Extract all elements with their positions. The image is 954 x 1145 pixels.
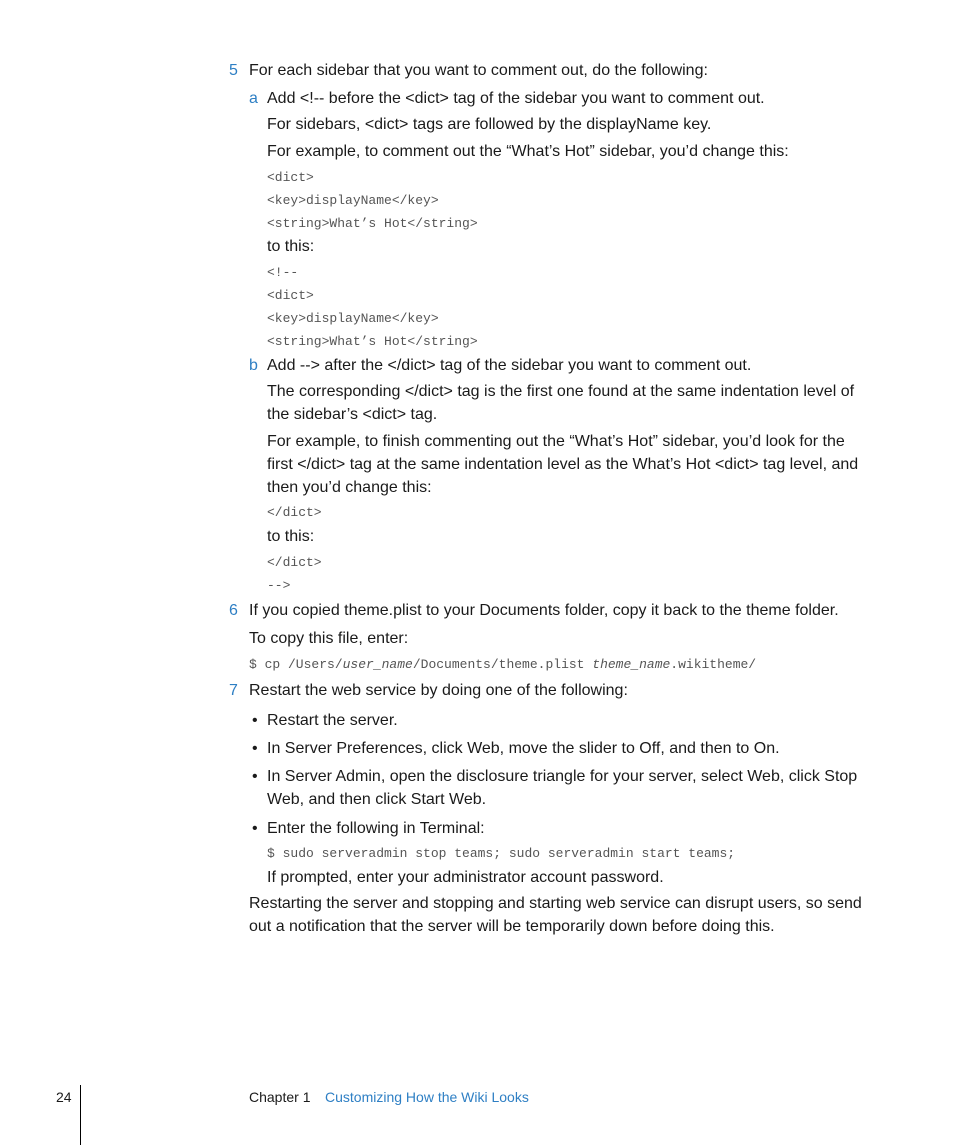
- substep-a-paragraph-1: For sidebars, <dict> tags are followed by the displayName key.: [267, 116, 712, 133]
- to-this-label: to this:: [267, 238, 315, 255]
- code-line: </dict>: [267, 505, 322, 520]
- list-item: Enter the following in Terminal:: [267, 820, 485, 837]
- page-number: 24: [56, 1089, 72, 1105]
- footer-divider: [80, 1085, 81, 1145]
- substep-a-paragraph-2: For example, to comment out the “What’s Hot” sidebar, you’d change this:: [267, 143, 789, 160]
- terminal-command: $ sudo serveradmin stop teams; sudo serveradmin start teams;: [267, 846, 736, 861]
- step-6-paragraph: To copy this file, enter:: [249, 630, 409, 647]
- chapter-title-link[interactable]: Customizing How the Wiki Looks: [325, 1089, 529, 1105]
- substep-letter-a: a: [249, 90, 258, 107]
- step-number-7: 7: [229, 682, 238, 699]
- code-line: <key>displayName</key>: [267, 193, 439, 208]
- closing-paragraph: Restarting the server and stopping and starting web service can disrupt users, so send out a notification that the server will be temporarily down before doing this.: [249, 895, 862, 935]
- code-line: <!--: [267, 265, 299, 280]
- substep-a-text: Add <!-- before the <dict> tag of the sidebar you want to comment out.: [267, 90, 765, 107]
- bullet-marker: •: [252, 820, 258, 837]
- step-5-text: For each sidebar that you want to comment out, do the following:: [249, 62, 708, 79]
- code-line: <string>What’s Hot</string>: [267, 334, 478, 349]
- step-number-6: 6: [229, 602, 238, 619]
- step-7-text: Restart the web service by doing one of the following:: [249, 682, 628, 699]
- bullet-marker: •: [252, 768, 258, 785]
- step-6-text: If you copied theme.plist to your Documents folder, copy it back to the theme folder.: [249, 602, 839, 619]
- substep-b-text: Add --> after the </dict> tag of the sidebar you want to comment out.: [267, 357, 752, 374]
- substep-letter-b: b: [249, 357, 258, 374]
- substep-b-paragraph-1: The corresponding </dict> tag is the first one found at the same indentation level of the sidebar’s <dict> tag.: [267, 383, 855, 423]
- code-line: <dict>: [267, 288, 314, 303]
- code-line: <key>displayName</key>: [267, 311, 439, 326]
- list-item: In Server Preferences, click Web, move the slider to Off, and then to On.: [267, 740, 780, 757]
- list-item: Restart the server.: [267, 712, 398, 729]
- substep-b-paragraph-2: For example, to finish commenting out the “What’s Hot” sidebar, you’d look for the first </dict> tag at the same indentation level as the What’s Hot <dict> tag level, and then you’d change this:: [267, 433, 859, 496]
- code-line: <dict>: [267, 170, 314, 185]
- code-line: </dict>: [267, 555, 322, 570]
- list-item: In Server Admin, open the disclosure triangle for your server, select Web, click Stop Web, and then click Start Web.: [267, 768, 858, 808]
- prompt-note: If prompted, enter your administrator account password.: [267, 869, 664, 886]
- code-line: -->: [267, 578, 291, 593]
- copy-command: $ cp /Users/user_name/Documents/theme.plist theme_name.wikitheme/: [249, 657, 757, 672]
- step-number-5: 5: [229, 62, 238, 79]
- code-line: <string>What’s Hot</string>: [267, 216, 478, 231]
- bullet-marker: •: [252, 712, 258, 729]
- to-this-label: to this:: [267, 528, 315, 545]
- bullet-marker: •: [252, 740, 258, 757]
- chapter-label: Chapter 1: [249, 1089, 311, 1105]
